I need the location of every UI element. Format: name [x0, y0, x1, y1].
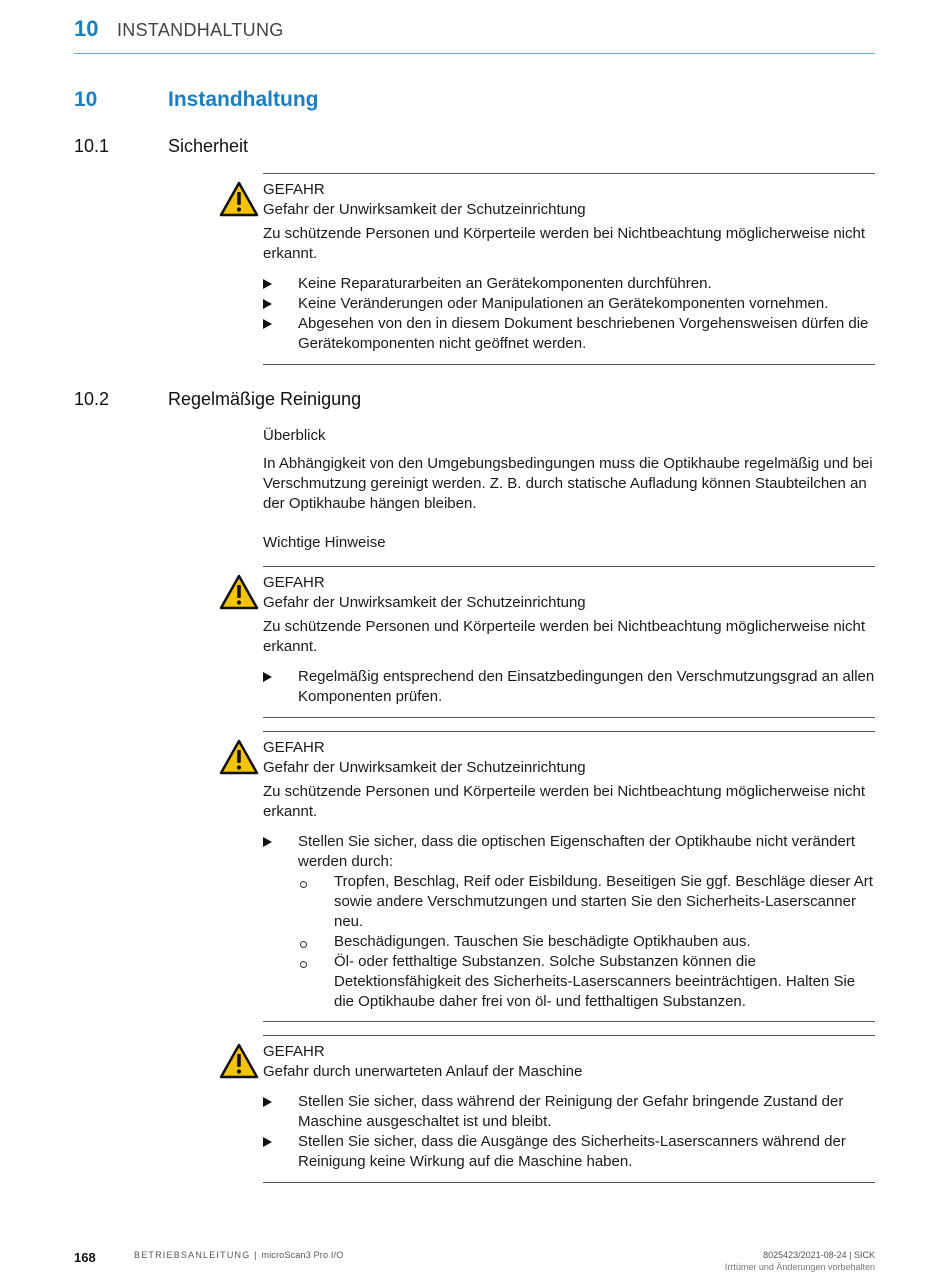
sub-list-item: Beschädigungen. Tauschen Sie beschädigte Optikhauben aus. [298, 932, 875, 952]
footer-doc-type: BETRIEBSANLEITUNG [134, 1250, 251, 1260]
list-item: Keine Veränderungen oder Manipulationen an Gerätekomponenten vornehmen. [263, 294, 875, 314]
warning-subtitle: Gefahr der Unwirksamkeit der Schutzeinrichtung [263, 594, 586, 611]
warning-triangle-icon [219, 574, 259, 610]
overview-paragraph: In Abhängigkeit von den Umgebungsbedingungen muss die Optikhaube regelmäßig und bei Verschmutzung gereinigt werden. Z. B. durch statische Aufladung können Staubteilchen an der Optikhaube hängen bleiben. [263, 455, 873, 512]
warning-action-list [263, 667, 875, 707]
footer-disclaimer: Irrtümer und Änderungen vorbehalten [724, 1262, 875, 1272]
warning-block-2 [263, 738, 875, 1012]
list-item: Keine Reparaturarbeiten an Gerätekomponenten durchführen. [263, 274, 875, 294]
section-title-reinigung: Regelmäßige Reinigung [168, 389, 362, 409]
header-divider [74, 53, 875, 54]
sub-list [298, 872, 875, 1012]
bullet-arrow-icon [263, 299, 272, 309]
warning-top-rule [263, 566, 875, 567]
bullet-circle-icon [300, 881, 307, 888]
sub-list-item: Tropfen, Beschlag, Reif oder Eisbildung. Beseitigen Sie ggf. Beschläge dieser Art sowie andere Verschmutzungen und starten Sie den Sicherheits-Laserscanner neu. [298, 872, 875, 932]
warning-top-rule [263, 1035, 875, 1036]
bullet-arrow-icon [263, 1137, 272, 1147]
section-number-10-1: 10.1 [74, 136, 110, 156]
footer-document-title [134, 1250, 344, 1260]
warning-bottom-rule [263, 1182, 875, 1183]
bullet-circle-icon [300, 961, 307, 968]
warning-action-list [263, 274, 875, 354]
warning-triangle-icon [219, 739, 259, 775]
warning-block-3 [263, 1042, 875, 1172]
chapter-title: Instandhaltung [168, 88, 319, 111]
warning-label: GEFAHR [263, 181, 325, 198]
warning-top-rule [263, 173, 875, 174]
sub-list-item: Öl- oder fetthaltige Substanzen. Solche Substanzen können die Detektionsfähigkeit des Sicherheits-Laserscanners beeinträchtigen. Halten Sie die Optikhaube daher frei von öl- und fetthaltigen Substanzen. [298, 952, 875, 1012]
list-item: Stellen Sie sicher, dass während der Reinigung der Gefahr bringende Zustand der Maschine ausgeschaltet ist und bleibt. [263, 1092, 875, 1132]
bullet-circle-icon [300, 941, 307, 948]
bullet-arrow-icon [263, 279, 272, 289]
warning-block-sicherheit [263, 180, 875, 354]
bullet-arrow-icon [263, 672, 272, 682]
warning-subtitle: Gefahr der Unwirksamkeit der Schutzeinrichtung [263, 201, 586, 218]
warning-subtitle: Gefahr durch unerwarteten Anlauf der Maschine [263, 1063, 583, 1080]
overview-heading: Überblick [263, 427, 326, 444]
bullet-arrow-icon [263, 1097, 272, 1107]
warning-action-list [263, 832, 875, 1012]
chapter-number: 10 [74, 88, 98, 111]
warning-body: Zu schützende Personen und Körperteile werden bei Nichtbeachtung möglicherweise nicht erkannt. [263, 225, 866, 262]
list-item: Regelmäßig entsprechend den Einsatzbedingungen den Verschmutzungsgrad an allen Komponenten prüfen. [263, 667, 875, 707]
warning-body: Zu schützende Personen und Körperteile werden bei Nichtbeachtung möglicherweise nicht erkannt. [263, 783, 866, 820]
warning-action-list [263, 1092, 875, 1172]
bullet-arrow-icon [263, 319, 272, 329]
bullet-arrow-icon [263, 837, 272, 847]
warning-bottom-rule [263, 1021, 875, 1022]
warning-label: GEFAHR [263, 739, 325, 756]
list-item: Stellen Sie sicher, dass die optischen Eigenschaften der Optikhaube nicht verändert werden durch: Tropfen, Beschlag, Reif oder Eisbildung. Beseitigen Sie ggf. Beschläge dieser Art sowie andere Verschmutzungen und starten Sie den Sicherheits-Laserscanner neu. Beschädigungen. Tauschen Sie beschädigte Optikhauben aus. Öl- oder fetthaltige Substanzen. Solche Substanzen können die Detektionsfähigkeit des Sicherheits-Laserscanners beeinträchtigen. Halten Sie die Optikhaube daher frei von öl- und fetthaltigen Substanzen. [263, 832, 875, 1012]
running-header-chapter-number: 10 [74, 16, 99, 41]
warning-triangle-icon [219, 181, 259, 217]
list-item: Stellen Sie sicher, dass die Ausgänge des Sicherheits-Laserscanners während der Reinigung keine Wirkung auf die Maschine haben. [263, 1132, 875, 1172]
warning-bottom-rule [263, 364, 875, 365]
warning-block-1 [263, 573, 875, 707]
section-number-10-2: 10.2 [74, 389, 110, 409]
warning-top-rule [263, 731, 875, 732]
warning-bottom-rule [263, 717, 875, 718]
warning-body: Zu schützende Personen und Körperteile werden bei Nichtbeachtung möglicherweise nicht erkannt. [263, 618, 866, 655]
footer-document-id: 8025423/2021-08-24 | SICK [763, 1250, 875, 1260]
list-item: Abgesehen von den in diesem Dokument beschriebenen Vorgehensweisen dürfen die Gerätekomponenten nicht geöffnet werden. [263, 314, 875, 354]
warning-triangle-icon [219, 1043, 259, 1079]
warning-subtitle: Gefahr der Unwirksamkeit der Schutzeinrichtung [263, 759, 586, 776]
footer-separator: | [250, 1250, 262, 1260]
running-header-chapter-title: INSTANDHALTUNG [117, 20, 284, 40]
page-number: 168 [74, 1250, 96, 1265]
warning-label: GEFAHR [263, 574, 325, 591]
section-title-sicherheit: Sicherheit [168, 136, 249, 156]
notes-heading: Wichtige Hinweise [263, 534, 386, 551]
footer-product: microScan3 Pro I/O [261, 1250, 344, 1260]
warning-label: GEFAHR [263, 1043, 325, 1060]
